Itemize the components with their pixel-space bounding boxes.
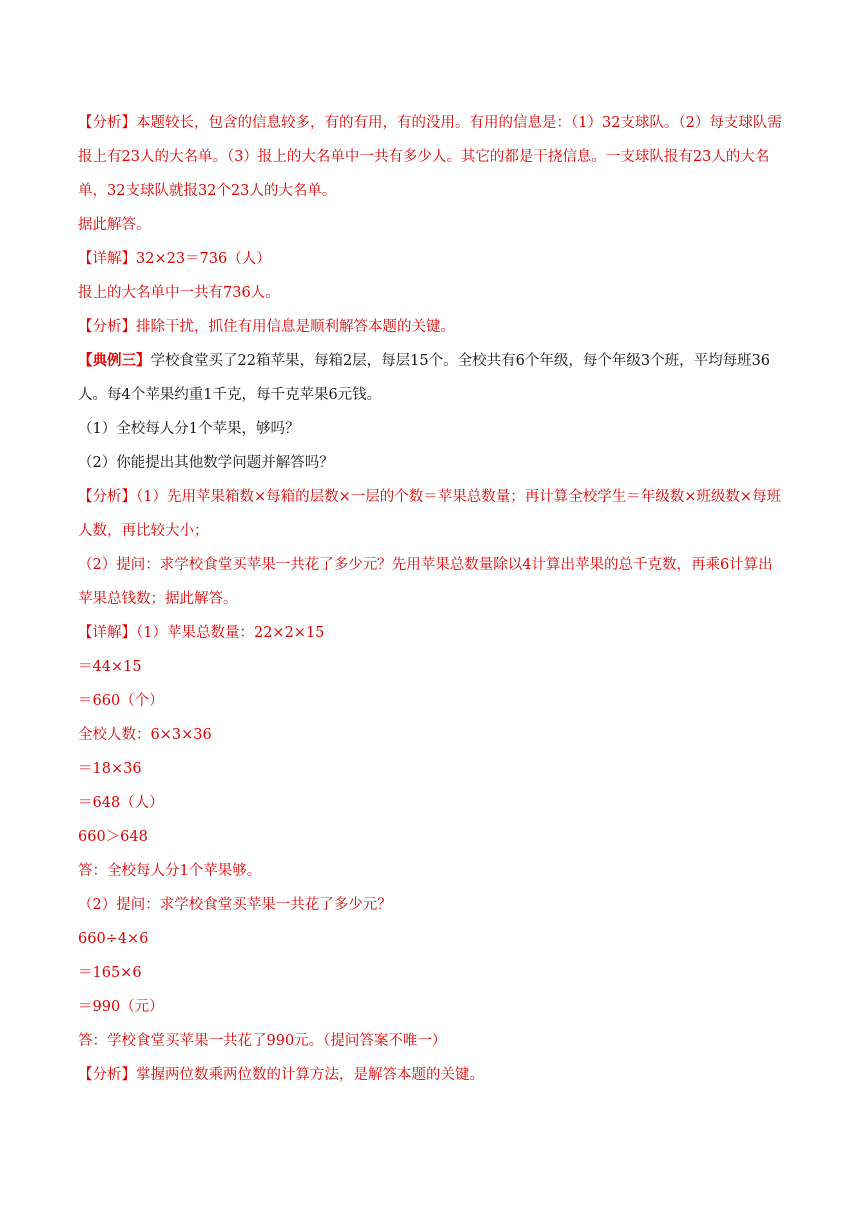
analysis-paragraph-2 [78, 310, 784, 344]
analysis-text: 排除干扰，抓住有用信息是顺利解答本题的关键。 [136, 319, 455, 335]
line-text: 660＞648 [78, 829, 148, 845]
tag-analysis: 【分析】 [78, 319, 136, 335]
line-text: ＝990（元） [78, 999, 164, 1015]
detail-text: （1）苹果总数量：22×2×15 [136, 625, 325, 641]
tag-analysis: 【分析】 [78, 1067, 136, 1083]
line-text: ＝660（个） [78, 693, 164, 709]
solution-note [78, 208, 784, 242]
analysis-paragraph-3 [78, 480, 784, 548]
line-text: （2）你能提出其他数学问题并解答吗？ [78, 455, 334, 471]
detail-paragraph-2 [78, 616, 784, 650]
calc-line [78, 922, 784, 956]
answer-line-1 [78, 276, 784, 310]
line-text: （2）提问：求学校食堂买苹果一共花了多少元？先用苹果总数量除以4计算出苹果的总千克数，再乘6计算出苹果总钱数；据此解答。 [78, 557, 773, 607]
detail-paragraph-1 [78, 242, 784, 276]
tag-detail: 【详解】 [78, 251, 136, 267]
analysis-text: 掌握两位数乘两位数的计算方法，是解答本题的关键。 [136, 1067, 484, 1083]
comparison-line [78, 820, 784, 854]
question-line [78, 888, 784, 922]
line-text: 660÷4×6 [78, 931, 149, 947]
line-text: 据此解答。 [78, 217, 151, 233]
line-text: （1）全校每人分1个苹果，够吗？ [78, 421, 300, 437]
calc-line [78, 752, 784, 786]
question-part-1 [78, 412, 784, 446]
tag-analysis: 【分析】 [78, 489, 136, 505]
line-text: ＝18×36 [78, 761, 142, 777]
line-text: ＝648（人） [78, 795, 164, 811]
calc-line [78, 990, 784, 1024]
calc-line [78, 650, 784, 684]
analysis-text: 本题较长，包含的信息较多，有的有用，有的没用。有用的信息是：（1）32支球队。（2）每支球队需报上有23人的大名单。（3）报上的大名单中一共有多少人。其它的都是干挠信息。一支球队报有23人的大名单，32支球队就报32个23人的大名单。 [78, 115, 782, 199]
question-text: 学校食堂买了22箱苹果，每箱2层，每层15个。全校共有6个年级，每个年级3个班，平均每班36人。每4个苹果约重1千克，每千克苹果6元钱。 [78, 353, 771, 403]
line-text: ＝44×15 [78, 659, 142, 675]
calc-line [78, 786, 784, 820]
tag-example-three: 【典例三】 [78, 352, 151, 369]
line-text: 答：全校每人分1个苹果够。 [78, 863, 262, 879]
example-three-question [78, 344, 784, 412]
line-text: （2）提问：求学校食堂买苹果一共花了多少元？ [78, 897, 392, 913]
line-text: ＝165×6 [78, 965, 142, 981]
line-text: 全校人数：6×3×36 [78, 727, 212, 743]
answer-line-3 [78, 1024, 784, 1058]
analysis-part-2 [78, 548, 784, 616]
line-text: 答：学校食堂买苹果一共花了990元。（提问答案不唯一） [78, 1033, 447, 1049]
calc-line [78, 956, 784, 990]
analysis-paragraph-1 [78, 106, 784, 208]
question-part-2 [78, 446, 784, 480]
calc-line [78, 684, 784, 718]
line-text: 报上的大名单中一共有736人。 [78, 285, 280, 301]
tag-analysis: 【分析】 [78, 115, 136, 131]
analysis-text: （1）先用苹果箱数×每箱的层数×一层的个数＝苹果总数量；再计算全校学生＝年级数×班级数×每班人数，再比较大小； [78, 489, 782, 539]
calc-line [78, 718, 784, 752]
answer-line-2 [78, 854, 784, 888]
analysis-paragraph-4 [78, 1058, 784, 1092]
tag-detail: 【详解】 [78, 625, 136, 641]
detail-text: 32×23＝736（人） [136, 251, 271, 267]
